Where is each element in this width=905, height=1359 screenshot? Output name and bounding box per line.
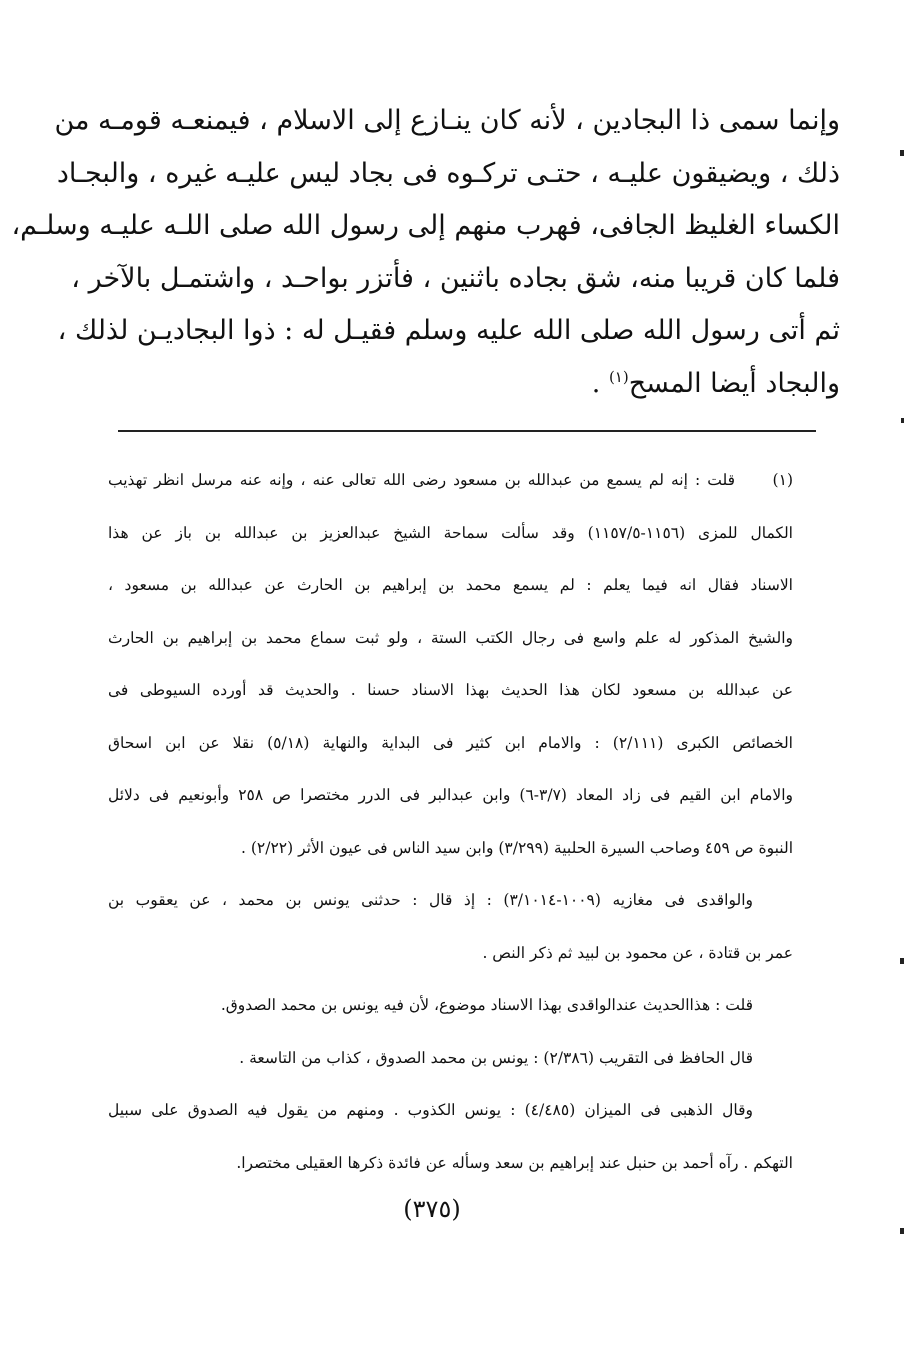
main-last-line-text: والبجاد أيضا المسح [628,367,840,399]
footnote-line: قلت : إنه لم يسمع من عبدالله بن مسعود رضى الله تعالى عنه ، وإنه عنه مرسل انظر تهذيب [108,471,735,489]
footnote-line: والشيخ المذكور له علم واسع فى رجال الكتب الستة ، ولو ثبت سماع محمد بن إبراهيم بن الحارث [108,628,793,647]
footnote-paragraph-line: قلت : هذاالحديث عندالواقدى بهذا الاسناد موضوع، لأن فيه يونس بن محمد الصدوق. [220,996,753,1014]
scan-mark [900,1228,904,1234]
footnote-line: الكمال للمزى (١١٥٦-١١٥٧/٥) وقد سألت سماحة الشيخ عبدالعزيز بن عبدالله بن باز عن هذا [108,523,793,542]
scan-mark [900,958,904,964]
scan-mark [900,150,904,156]
footnote-paragraph-line: قال الحافظ فى التقريب (٢/٣٨٦) : يونس بن محمد الصدوق ، كذاب من التاسعة . [239,1048,753,1067]
main-line: فلما كان قريبا منه، شق بجاده باثنين ، فأتزر بواحـد ، واشتمـل بالآخر ، [71,262,840,294]
footnote-line: والامام ابن القيم فى زاد المعاد (٣/٧-٦) وابن عبدالبر فى الدرر مختصرا ص ٢٥٨ وأبونعيم فى دلائل [108,786,794,804]
footnote-line: النبوة ص ٤٥٩ وصاحب السيرة الحلبية (٣/٢٩٩) وابن سيد الناس فى عيون الأثر (٢/٢٢) . [241,838,793,857]
footnote-line: عن عبدالله بن مسعود لكان هذا الحديث بهذا الاسناد حسنا . والحديث قد أورده السيوطى فى [108,681,793,699]
main-paragraph [11,95,840,410]
footnote-line: الخصائص الكبرى (٢/١١١) : والامام ابن كثير فى البداية والنهاية (٥/١٨) نقلا عن ابن اسحاق [108,733,793,752]
page-number: (٣٧٥) [403,1195,461,1223]
main-line: ذلك ، ويضيقون عليـه ، حتـى تركـوه فى بجاد ليس عليـه غيره ، والبجـاد [56,157,840,189]
footnote-paragraph-line: والواقدى فى مغازيه (١٠٠٩-٣/١٠١٤) : إذ قال : حدثنى يونس بن محمد ، عن يعقوب بن [108,891,753,909]
main-end-mark: . [591,367,601,399]
main-line: وإنما سمى ذا البجادين ، لأنه كان ينـازع إلى الاسلام ، فيمنعـه قومـه من [54,105,840,136]
scan-mark [901,418,904,423]
footnote-paragraph-line: التهكم . رآه أحمد بن حنبل عند إبراهيم بن سعد وسأله عن فائدة ذكرها العقيلى مختصرا. [236,1153,793,1172]
footnote-reference: (١) [608,367,629,386]
footnote-divider [118,430,816,432]
footnote-paragraph-line: وقال الذهبى فى الميزان (٤/٤٨٥) : يونس الكذوب . ومنهم من يقول فيه الصدوق على سبيل [108,1101,754,1119]
footnote-line: الاسناد فقال انه فيما يعلم : لم يسمع محمد بن إبراهيم بن الحارث عن عبدالله بن مسعود ، [108,576,793,594]
main-line-last [105,358,840,411]
footnote-body [108,462,793,1197]
footnote-marker: (١) [772,471,793,489]
footnote-paragraph-line: عمر بن قتادة ، عن محمود بن لبيد ثم ذكر النص . [482,943,793,962]
main-line: الكساء الغليظ الجافى، فهرب منهم إلى رسول الله صلى اللـه عليـه وسلـم، [11,210,840,241]
main-line: ثم أتى رسول الله صلى الله عليه وسلم فقيـل له : ذوا البجاديـن لذلك ، [57,315,840,346]
